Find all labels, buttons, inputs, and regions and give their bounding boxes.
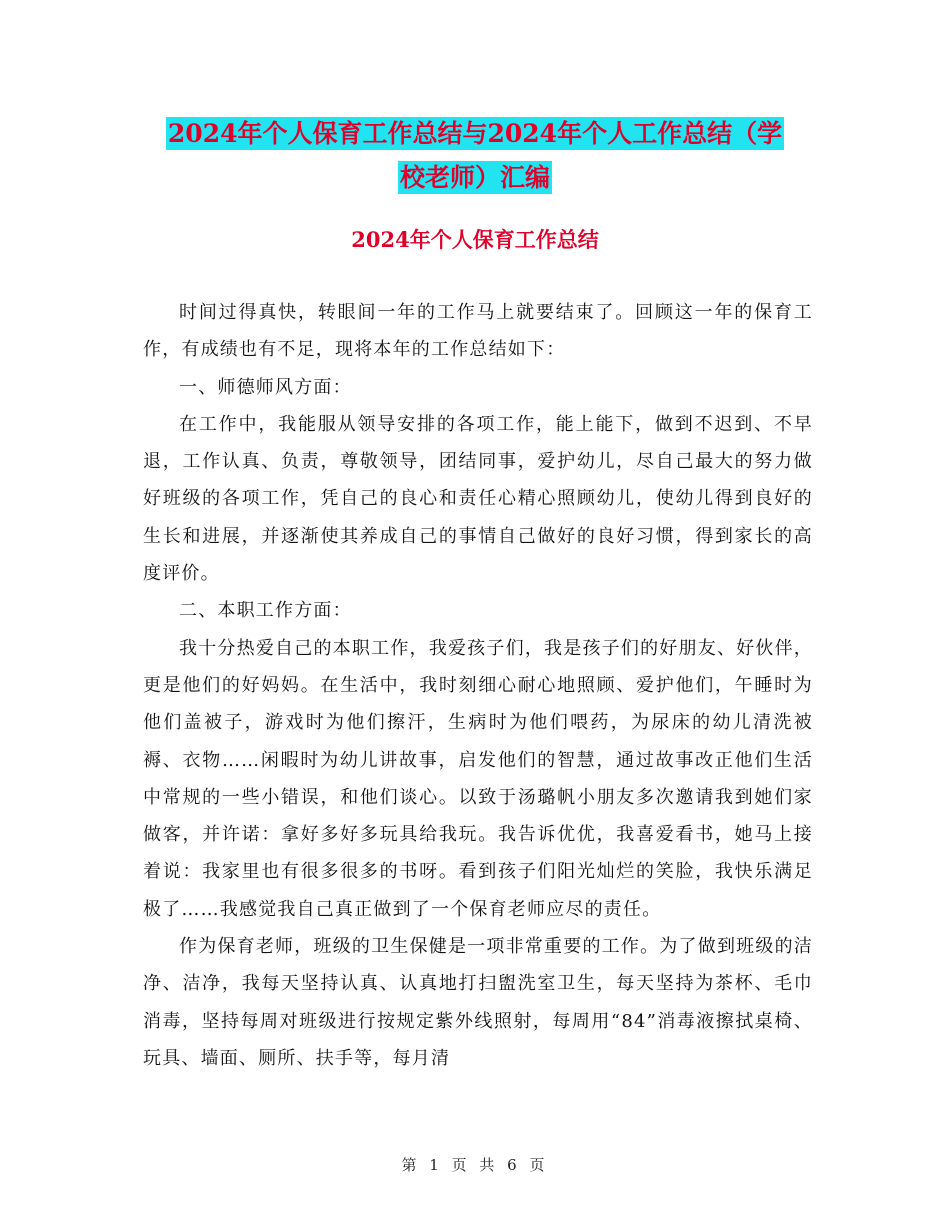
- paragraph-intro: 时间过得真快，转眼间一年的工作马上就要结束了。回顾这一年的保育工作，有成绩也有不足，现将本年的工作总结如下：: [143, 302, 813, 361]
- paragraph-duties: 我十分热爱自己的本职工作，我爱孩子们，我是孩子们的好朋友、好伙伴，更是他们的好妈妈。在生活中，我时刻细心耐心地照顾、爱护他们，午睡时为他们盖被子，游戏时为他们擦汗，生病时为他们喂药，为尿床的幼儿清洗被褥、衣物……闲暇时为幼儿讲故事，启发他们的智慧，通过故事改正他们生活中常规的一些小错误，和他们谈心。以致于汤璐帆小朋友多次邀请我到她们家做客，并许诺：拿好多好多玩具给我玩。我告诉优优，我喜爱看书，她马上接着说：我家里也有很多很多的书呀。看到孩子们阳光灿烂的笑脸，我快乐满足极了……我感觉我自己真正做到了一个保育老师应尽的责任。: [143, 637, 813, 920]
- title-highlight: 2024年个人保育工作总结与2024年个人工作总结（学: [167, 119, 783, 148]
- heading-ethics: 一、师德师风方面：: [179, 376, 352, 398]
- paragraph-ethics: 在工作中，我能服从领导安排的各项工作，能上能下，做到不迟到、不早退，工作认真、负责，尊敬领导，团结同事，爱护幼儿，尽自己最大的努力做好班级的各项工作，凭自己的良心和责任心精心照顾幼儿，使幼儿得到良好的生长和进展，并逐渐使其养成自己的事情自己做好的良好习惯，得到家长的高度评价。: [143, 413, 813, 585]
- document-title-line-2: [130, 158, 820, 194]
- heading-duties: 二、本职工作方面：: [179, 600, 352, 622]
- title-highlight: 校老师）汇编: [399, 163, 550, 192]
- section-title: 2024年个人保育工作总结: [351, 227, 599, 252]
- document-title-line-1: [130, 114, 820, 150]
- paragraph-hygiene: 作为保育老师，班级的卫生保健是一项非常重要的工作。为了做到班级的洁净、洁净，我每天坚持认真、认真地打扫盥洗室卫生，每天坚持为茶杯、毛巾消毒，坚持每周对班级进行按规定紫外线照射，每周用“84”消毒液擦拭桌椅、玩具、墙面、厕所、扶手等，每月清: [143, 936, 813, 1069]
- body-text: [143, 294, 813, 1077]
- page-footer: 第 1 页 共 6 页: [401, 1156, 549, 1174]
